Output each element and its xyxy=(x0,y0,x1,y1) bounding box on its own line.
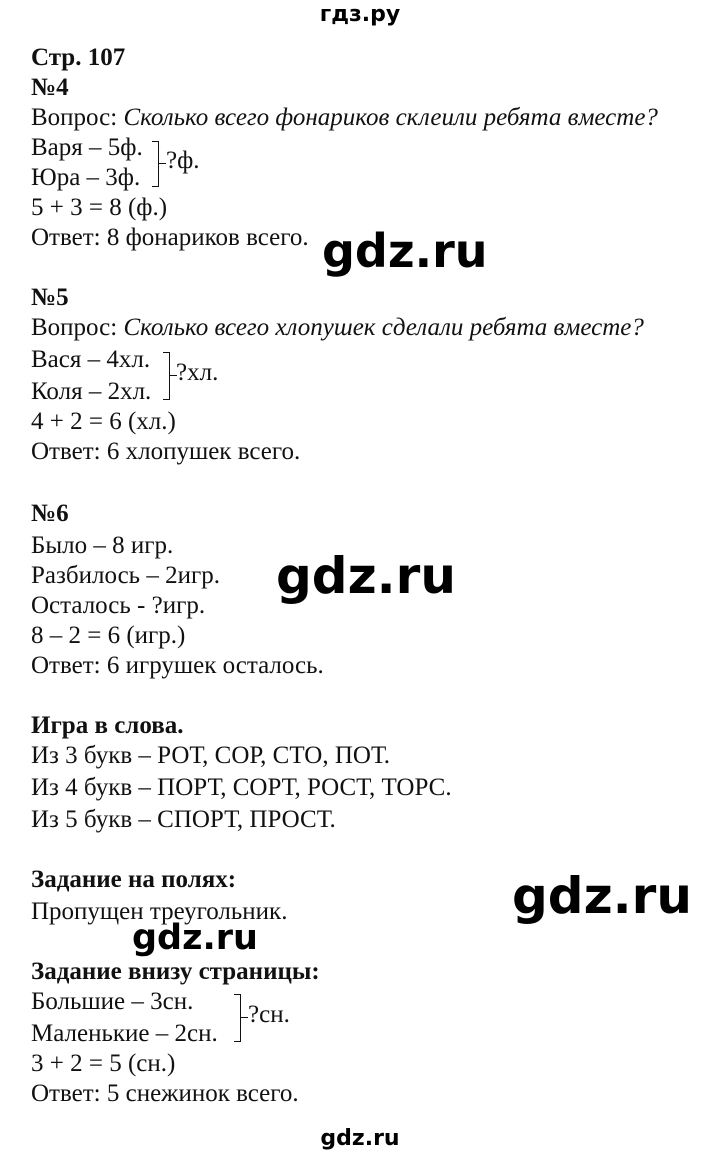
task-4-number: №4 xyxy=(31,74,69,101)
task-4-line-1: Варя – 5ф. xyxy=(31,134,143,161)
word-game-line-1: Из 3 букв – РОТ, СОР, СТО, ПОТ. xyxy=(31,742,390,769)
task-4-brace-tick xyxy=(159,163,166,164)
bottom-task-answer: Ответ: 5 снежинок всего. xyxy=(31,1080,299,1107)
watermark-1: gdz.ru xyxy=(322,224,488,278)
watermark-2: gdz.ru xyxy=(276,547,456,605)
task-5-question xyxy=(31,312,644,344)
bottom-task-line-1: Большие – 3сн. xyxy=(31,988,194,1015)
site-footer: gdz.ru xyxy=(320,1126,400,1151)
task-5-brace xyxy=(163,352,170,400)
page-label: Стр. 107 xyxy=(31,44,126,71)
task-5-equation: 4 + 2 = 6 (хл.) xyxy=(31,408,176,435)
word-game-line-3: Из 5 букв – СПОРТ, ПРОСТ. xyxy=(31,806,336,833)
question-text: Сколько всего фонариков склеили ребята вместе? xyxy=(123,104,658,131)
task-5-line-2: Коля – 2хл. xyxy=(31,378,152,405)
task-6-answer: Ответ: 6 игрушек осталось. xyxy=(31,652,324,679)
margin-task-title: Задание на полях: xyxy=(31,866,237,893)
task-4-line-2: Юра – 3ф. xyxy=(31,164,141,191)
bottom-task-brace xyxy=(234,994,241,1042)
question-prefix: Вопрос: xyxy=(31,314,118,341)
task-6-line-3: Осталось - ?игр. xyxy=(31,592,206,619)
task-4-answer: Ответ: 8 фонариков всего. xyxy=(31,224,309,251)
task-4-brace xyxy=(152,141,159,187)
site-header: гдз.ру xyxy=(319,2,401,27)
bottom-task-brace-label: ?сн. xyxy=(248,1001,290,1028)
question-prefix: Вопрос: xyxy=(31,104,118,131)
task-5-answer: Ответ: 6 хлопушек всего. xyxy=(31,438,301,465)
task-4-brace-label: ?ф. xyxy=(166,147,200,174)
task-6-number: №6 xyxy=(31,500,69,527)
task-6-equation: 8 – 2 = 6 (игр.) xyxy=(31,622,186,649)
question-text: Сколько всего хлопушек сделали ребята вместе? xyxy=(123,314,644,341)
task-4-question xyxy=(31,102,658,134)
margin-task-text: Пропущен треугольник. xyxy=(31,898,288,925)
bottom-task-line-2: Маленькие – 2сн. xyxy=(31,1020,218,1047)
bottom-task-title: Задание внизу страницы: xyxy=(31,958,320,985)
task-4-equation: 5 + 3 = 8 (ф.) xyxy=(31,194,168,221)
task-6-line-2: Разбилось – 2игр. xyxy=(31,562,220,589)
bottom-task-brace-tick xyxy=(241,1017,248,1018)
word-game-line-2: Из 4 букв – ПОРТ, СОРТ, РОСТ, ТОРС. xyxy=(31,774,452,801)
bottom-task-equation: 3 + 2 = 5 (сн.) xyxy=(31,1050,176,1077)
task-6-line-1: Было – 8 игр. xyxy=(31,532,174,559)
task-5-brace-label: ?хл. xyxy=(176,359,219,386)
watermark-3: gdz.ru xyxy=(512,867,692,925)
word-game-title: Игра в слова. xyxy=(31,712,184,739)
watermark-4: gdz.ru xyxy=(132,918,258,958)
task-5-line-1: Вася – 4хл. xyxy=(31,346,151,373)
task-5-number: №5 xyxy=(31,284,69,311)
